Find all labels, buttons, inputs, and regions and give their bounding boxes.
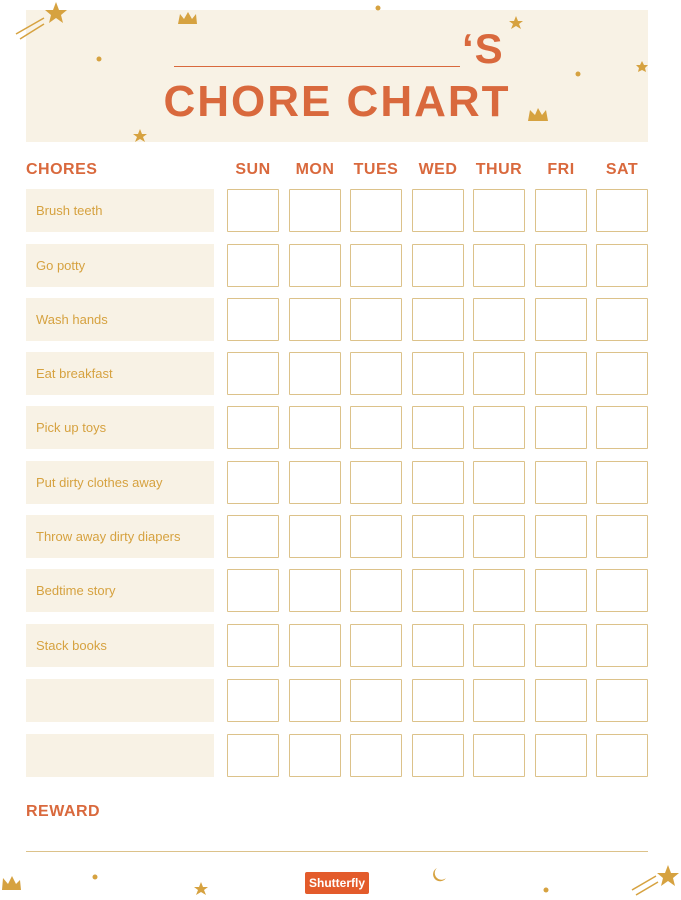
checkbox-mon[interactable] [289,569,341,612]
checkbox-thur[interactable] [473,244,525,287]
checkbox-thur[interactable] [473,734,525,777]
checkbox-mon[interactable] [289,352,341,395]
checkbox-tues[interactable] [350,679,402,722]
page-title: CHORE CHART [163,77,511,126]
checkbox-tues[interactable] [350,515,402,558]
checkbox-sun[interactable] [227,461,279,504]
chore-label: Put dirty clothes away [26,461,214,504]
day-header-sun: SUN [235,161,271,178]
checkbox-thur[interactable] [473,679,525,722]
day-header-wed: WED [418,161,458,178]
checkbox-sat[interactable] [596,569,648,612]
checkbox-wed[interactable] [412,679,464,722]
checkbox-sun[interactable] [227,298,279,341]
checkbox-tues[interactable] [350,298,402,341]
checkbox-mon[interactable] [289,515,341,558]
checkbox-fri[interactable] [535,515,587,558]
checkbox-mon[interactable] [289,406,341,449]
checkbox-fri[interactable] [535,244,587,287]
brand-logo: Shutterfly [305,872,369,894]
checkbox-sun[interactable] [227,734,279,777]
checkbox-sun[interactable] [227,569,279,612]
checkbox-tues[interactable] [350,734,402,777]
checkbox-sun[interactable] [227,244,279,287]
header-banner [26,10,648,142]
checkbox-thur[interactable] [473,406,525,449]
chore-label: Go potty [26,244,214,287]
checkbox-fri[interactable] [535,569,587,612]
checkbox-mon[interactable] [289,679,341,722]
checkbox-thur[interactable] [473,515,525,558]
chore-label [26,679,214,722]
chore-label [26,734,214,777]
checkbox-sat[interactable] [596,624,648,667]
checkbox-tues[interactable] [350,352,402,395]
reward-blank-line[interactable] [26,851,648,852]
checkbox-fri[interactable] [535,298,587,341]
checkbox-fri[interactable] [535,734,587,777]
checkbox-wed[interactable] [412,569,464,612]
checkbox-sat[interactable] [596,461,648,504]
checkbox-wed[interactable] [412,189,464,232]
checkbox-thur[interactable] [473,352,525,395]
checkbox-mon[interactable] [289,624,341,667]
checkbox-fri[interactable] [535,189,587,232]
checkbox-wed[interactable] [412,515,464,558]
checkbox-sat[interactable] [596,298,648,341]
day-header-fri: FRI [547,161,575,178]
checkbox-fri[interactable] [535,624,587,667]
checkbox-fri[interactable] [535,406,587,449]
checkbox-thur[interactable] [473,298,525,341]
checkbox-fri[interactable] [535,679,587,722]
chore-label: Bedtime story [26,569,214,612]
shooting-star-icon [632,865,679,895]
checkbox-thur[interactable] [473,624,525,667]
checkbox-tues[interactable] [350,189,402,232]
checkbox-wed[interactable] [412,298,464,341]
checkbox-tues[interactable] [350,569,402,612]
checkbox-thur[interactable] [473,461,525,504]
checkbox-mon[interactable] [289,734,341,777]
checkbox-mon[interactable] [289,189,341,232]
chore-label: Wash hands [26,298,214,341]
checkbox-sun[interactable] [227,679,279,722]
chore-label: Stack books [26,624,214,667]
chore-label: Pick up toys [26,406,214,449]
checkbox-wed[interactable] [412,244,464,287]
day-header-tues: TUES [353,161,399,178]
reward-label: REWARD [26,803,101,820]
checkbox-sun[interactable] [227,515,279,558]
checkbox-wed[interactable] [412,406,464,449]
checkbox-mon[interactable] [289,244,341,287]
checkbox-fri[interactable] [535,461,587,504]
checkbox-mon[interactable] [289,461,341,504]
checkbox-sat[interactable] [596,406,648,449]
checkbox-tues[interactable] [350,461,402,504]
checkbox-sat[interactable] [596,244,648,287]
chore-label: Eat breakfast [26,352,214,395]
checkbox-sat[interactable] [596,734,648,777]
chore-label: Brush teeth [26,189,214,232]
checkbox-sun[interactable] [227,189,279,232]
checkbox-thur[interactable] [473,569,525,612]
checkbox-sat[interactable] [596,352,648,395]
day-header-mon: MON [295,161,335,178]
chores-column-header: CHORES [26,161,98,178]
checkbox-sun[interactable] [227,352,279,395]
day-header-thur: THUR [475,161,523,178]
checkbox-mon[interactable] [289,298,341,341]
chore-label: Throw away dirty diapers [26,515,214,558]
checkbox-sun[interactable] [227,624,279,667]
possessive-suffix: ‘S [462,25,504,72]
checkbox-fri[interactable] [535,352,587,395]
checkbox-wed[interactable] [412,461,464,504]
checkbox-wed[interactable] [412,352,464,395]
checkbox-sun[interactable] [227,406,279,449]
checkbox-sat[interactable] [596,679,648,722]
crown-icon [2,876,21,890]
checkbox-sat[interactable] [596,515,648,558]
checkbox-sat[interactable] [596,189,648,232]
day-header-sat: SAT [605,161,639,178]
checkbox-tues[interactable] [350,624,402,667]
checkbox-wed[interactable] [412,624,464,667]
checkbox-wed[interactable] [412,734,464,777]
name-blank-line[interactable] [174,66,460,67]
checkbox-tues[interactable] [350,244,402,287]
checkbox-tues[interactable] [350,406,402,449]
checkbox-thur[interactable] [473,189,525,232]
